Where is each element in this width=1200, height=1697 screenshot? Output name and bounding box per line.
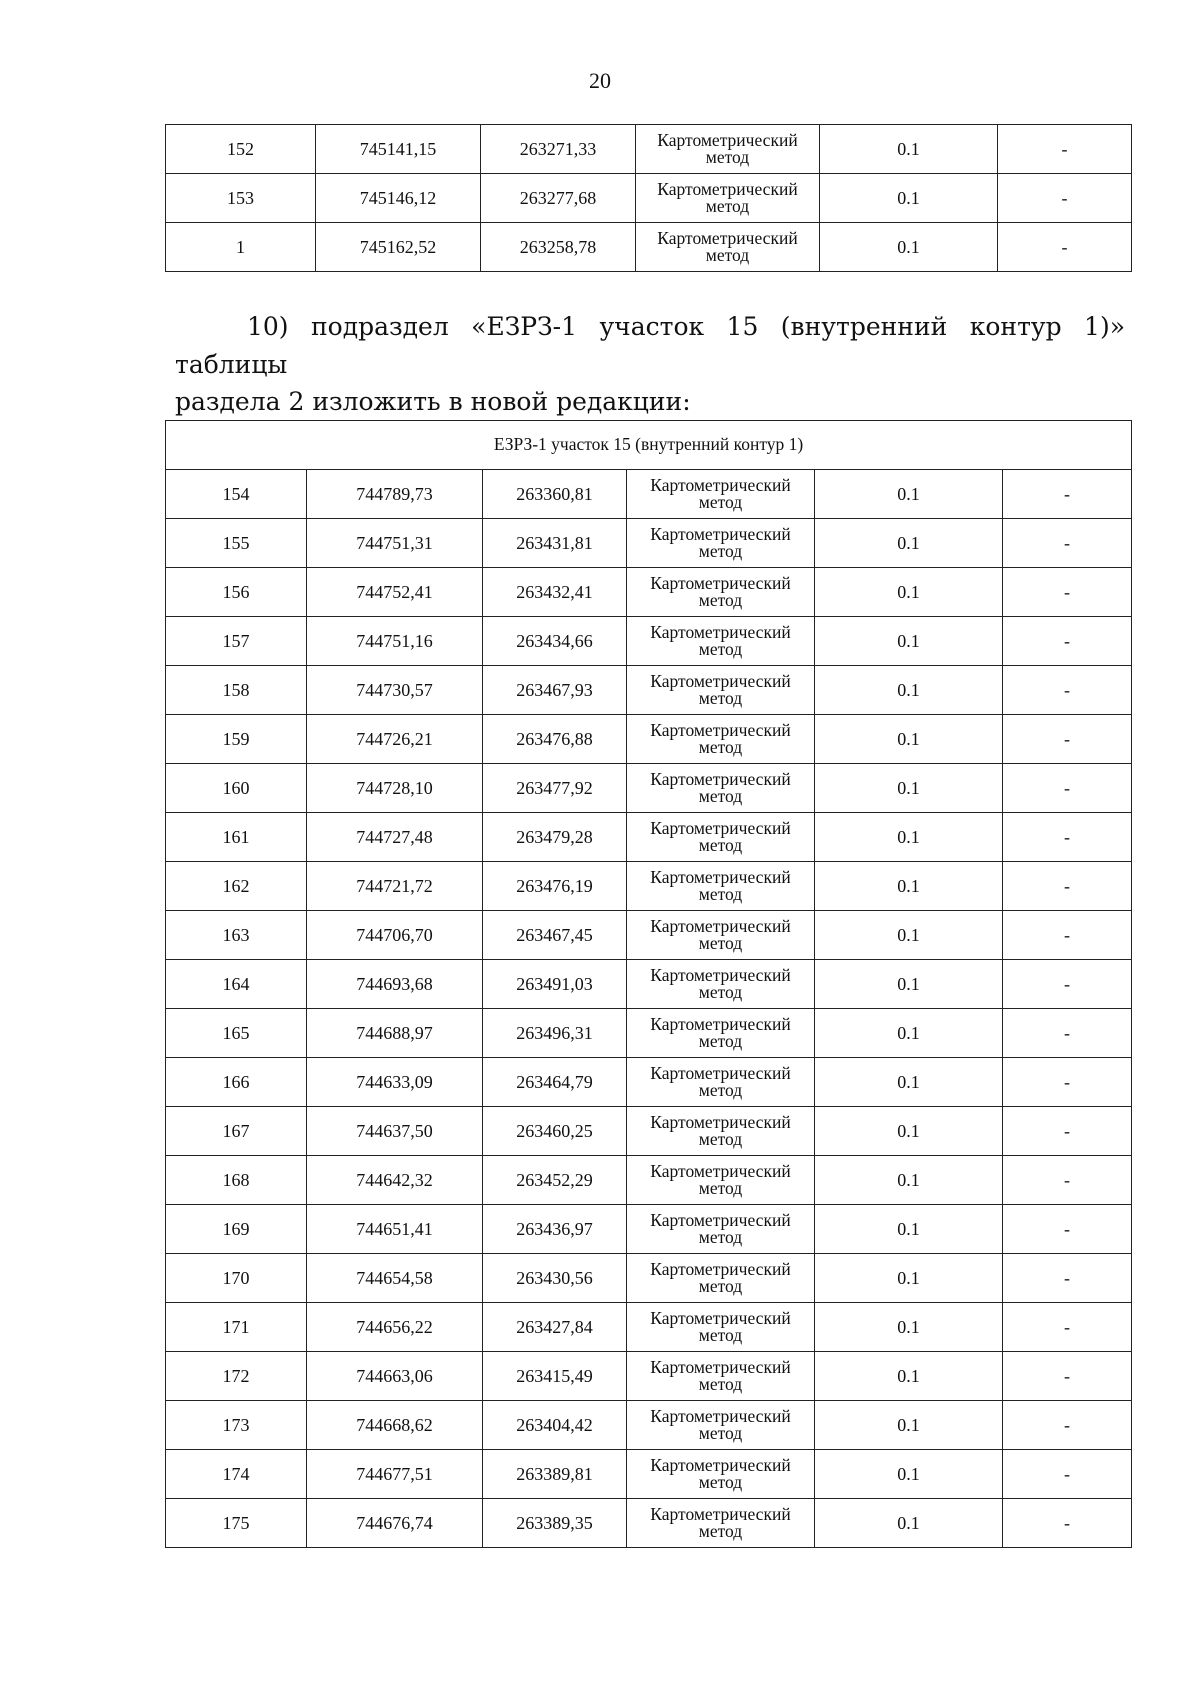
point-number-cell: 169 xyxy=(166,1205,307,1254)
table-row xyxy=(166,1254,1132,1303)
table-row xyxy=(166,1303,1132,1352)
note-cell: - xyxy=(1003,911,1132,960)
table-row xyxy=(166,1352,1132,1401)
note-cell: - xyxy=(1003,617,1132,666)
x-coordinate-cell: 744789,73 xyxy=(307,470,483,519)
point-number-cell: 165 xyxy=(166,1009,307,1058)
point-number-cell: 158 xyxy=(166,666,307,715)
table-row xyxy=(166,666,1132,715)
y-coordinate-cell: 263258,78 xyxy=(481,223,636,272)
y-coordinate-cell: 263389,81 xyxy=(483,1450,627,1499)
note-cell: - xyxy=(1003,1156,1132,1205)
note-cell: - xyxy=(998,223,1132,272)
x-coordinate-cell: 744663,06 xyxy=(307,1352,483,1401)
method-cell: Картометрический метод xyxy=(627,617,815,666)
y-coordinate-cell: 263427,84 xyxy=(483,1303,627,1352)
x-coordinate-cell: 744633,09 xyxy=(307,1058,483,1107)
point-number-cell: 167 xyxy=(166,1107,307,1156)
y-coordinate-cell: 263431,81 xyxy=(483,519,627,568)
paragraph-line-2: раздела 2 изложить в новой редакции: xyxy=(175,387,691,416)
method-cell: Картометрический метод xyxy=(627,666,815,715)
method-cell: Картометрический метод xyxy=(627,862,815,911)
y-coordinate-cell: 263389,35 xyxy=(483,1499,627,1548)
accuracy-cell: 0.1 xyxy=(815,1009,1003,1058)
table-row xyxy=(166,1450,1132,1499)
y-coordinate-cell: 263477,92 xyxy=(483,764,627,813)
x-coordinate-cell: 744751,31 xyxy=(307,519,483,568)
amendment-paragraph xyxy=(175,308,1125,421)
accuracy-cell: 0.1 xyxy=(815,617,1003,666)
y-coordinate-cell: 263415,49 xyxy=(483,1352,627,1401)
accuracy-cell: 0.1 xyxy=(815,1450,1003,1499)
point-number-cell: 155 xyxy=(166,519,307,568)
y-coordinate-cell: 263467,45 xyxy=(483,911,627,960)
table-row xyxy=(166,715,1132,764)
y-coordinate-cell: 263491,03 xyxy=(483,960,627,1009)
note-cell: - xyxy=(1003,519,1132,568)
accuracy-cell: 0.1 xyxy=(815,862,1003,911)
y-coordinate-cell: 263404,42 xyxy=(483,1401,627,1450)
accuracy-cell: 0.1 xyxy=(815,813,1003,862)
table-row xyxy=(166,960,1132,1009)
table-row xyxy=(166,1058,1132,1107)
method-cell: Картометрический метод xyxy=(627,470,815,519)
note-cell: - xyxy=(1003,470,1132,519)
table-row xyxy=(166,1205,1132,1254)
accuracy-cell: 0.1 xyxy=(815,568,1003,617)
coordinates-table-body xyxy=(166,125,1132,272)
note-cell: - xyxy=(1003,1401,1132,1450)
x-coordinate-cell: 744726,21 xyxy=(307,715,483,764)
method-cell: Картометрический метод xyxy=(627,715,815,764)
point-number-cell: 154 xyxy=(166,470,307,519)
point-number-cell: 173 xyxy=(166,1401,307,1450)
note-cell: - xyxy=(1003,862,1132,911)
note-cell: - xyxy=(1003,1499,1132,1548)
accuracy-cell: 0.1 xyxy=(815,1205,1003,1254)
x-coordinate-cell: 745162,52 xyxy=(316,223,481,272)
table-row xyxy=(166,174,1132,223)
point-number-cell: 157 xyxy=(166,617,307,666)
accuracy-cell: 0.1 xyxy=(815,1303,1003,1352)
note-cell: - xyxy=(1003,568,1132,617)
method-cell: Картометрический метод xyxy=(636,125,820,174)
table-row xyxy=(166,1107,1132,1156)
point-number-cell: 152 xyxy=(166,125,316,174)
note-cell: - xyxy=(1003,1352,1132,1401)
point-number-cell: 153 xyxy=(166,174,316,223)
x-coordinate-cell: 744654,58 xyxy=(307,1254,483,1303)
accuracy-cell: 0.1 xyxy=(815,519,1003,568)
y-coordinate-cell: 263479,28 xyxy=(483,813,627,862)
x-coordinate-cell: 744651,41 xyxy=(307,1205,483,1254)
method-cell: Картометрический метод xyxy=(627,1303,815,1352)
note-cell: - xyxy=(1003,1107,1132,1156)
table-row xyxy=(166,862,1132,911)
y-coordinate-cell: 263476,88 xyxy=(483,715,627,764)
y-coordinate-cell: 263460,25 xyxy=(483,1107,627,1156)
x-coordinate-cell: 744642,32 xyxy=(307,1156,483,1205)
section-table-body xyxy=(166,421,1132,1548)
x-coordinate-cell: 744668,62 xyxy=(307,1401,483,1450)
note-cell: - xyxy=(1003,1058,1132,1107)
method-cell: Картометрический метод xyxy=(627,960,815,1009)
method-cell: Картометрический метод xyxy=(627,1352,815,1401)
accuracy-cell: 0.1 xyxy=(815,1156,1003,1205)
x-coordinate-cell: 744752,41 xyxy=(307,568,483,617)
point-number-cell: 156 xyxy=(166,568,307,617)
accuracy-cell: 0.1 xyxy=(815,960,1003,1009)
method-cell: Картометрический метод xyxy=(627,1009,815,1058)
y-coordinate-cell: 263277,68 xyxy=(481,174,636,223)
x-coordinate-cell: 744676,74 xyxy=(307,1499,483,1548)
accuracy-cell: 0.1 xyxy=(815,666,1003,715)
method-cell: Картометрический метод xyxy=(636,223,820,272)
method-cell: Картометрический метод xyxy=(627,568,815,617)
y-coordinate-cell: 263434,66 xyxy=(483,617,627,666)
method-cell: Картометрический метод xyxy=(627,1156,815,1205)
point-number-cell: 161 xyxy=(166,813,307,862)
page-number: 20 xyxy=(589,68,611,93)
accuracy-cell: 0.1 xyxy=(820,223,998,272)
table-row xyxy=(166,617,1132,666)
method-cell: Картометрический метод xyxy=(627,1401,815,1450)
method-cell: Картометрический метод xyxy=(627,764,815,813)
method-cell: Картометрический метод xyxy=(627,813,815,862)
point-number-cell: 174 xyxy=(166,1450,307,1499)
point-number-cell: 168 xyxy=(166,1156,307,1205)
method-cell: Картометрический метод xyxy=(627,1058,815,1107)
y-coordinate-cell: 263271,33 xyxy=(481,125,636,174)
y-coordinate-cell: 263432,41 xyxy=(483,568,627,617)
coordinates-table-continued xyxy=(165,124,1132,272)
x-coordinate-cell: 744677,51 xyxy=(307,1450,483,1499)
method-cell: Картометрический метод xyxy=(636,174,820,223)
x-coordinate-cell: 745141,15 xyxy=(316,125,481,174)
table-row xyxy=(166,813,1132,862)
note-cell: - xyxy=(1003,1450,1132,1499)
point-number-cell: 159 xyxy=(166,715,307,764)
accuracy-cell: 0.1 xyxy=(815,1107,1003,1156)
point-number-cell: 1 xyxy=(166,223,316,272)
point-number-cell: 166 xyxy=(166,1058,307,1107)
accuracy-cell: 0.1 xyxy=(815,1058,1003,1107)
point-number-cell: 164 xyxy=(166,960,307,1009)
x-coordinate-cell: 744728,10 xyxy=(307,764,483,813)
paragraph-line-1: 10) подраздел «ЕЗРЗ-1 участок 15 (внутренний контур 1)» таблицы xyxy=(175,312,1125,379)
y-coordinate-cell: 263467,93 xyxy=(483,666,627,715)
accuracy-cell: 0.1 xyxy=(815,1401,1003,1450)
y-coordinate-cell: 263430,56 xyxy=(483,1254,627,1303)
x-coordinate-cell: 744727,48 xyxy=(307,813,483,862)
note-cell: - xyxy=(1003,1205,1132,1254)
x-coordinate-cell: 744751,16 xyxy=(307,617,483,666)
note-cell: - xyxy=(998,125,1132,174)
table-row xyxy=(166,1499,1132,1548)
point-number-cell: 175 xyxy=(166,1499,307,1548)
table-row xyxy=(166,125,1132,174)
note-cell: - xyxy=(1003,764,1132,813)
accuracy-cell: 0.1 xyxy=(815,715,1003,764)
note-cell: - xyxy=(1003,1303,1132,1352)
y-coordinate-cell: 263496,31 xyxy=(483,1009,627,1058)
accuracy-cell: 0.1 xyxy=(815,911,1003,960)
accuracy-cell: 0.1 xyxy=(820,174,998,223)
method-cell: Картометрический метод xyxy=(627,1205,815,1254)
table-row xyxy=(166,764,1132,813)
point-number-cell: 170 xyxy=(166,1254,307,1303)
y-coordinate-cell: 263452,29 xyxy=(483,1156,627,1205)
point-number-cell: 162 xyxy=(166,862,307,911)
x-coordinate-cell: 744721,72 xyxy=(307,862,483,911)
note-cell: - xyxy=(1003,1009,1132,1058)
accuracy-cell: 0.1 xyxy=(815,470,1003,519)
table-row xyxy=(166,911,1132,960)
x-coordinate-cell: 745146,12 xyxy=(316,174,481,223)
accuracy-cell: 0.1 xyxy=(815,1499,1003,1548)
x-coordinate-cell: 744693,68 xyxy=(307,960,483,1009)
accuracy-cell: 0.1 xyxy=(815,764,1003,813)
note-cell: - xyxy=(1003,1254,1132,1303)
method-cell: Картометрический метод xyxy=(627,1499,815,1548)
section-title-row xyxy=(166,421,1132,470)
accuracy-cell: 0.1 xyxy=(820,125,998,174)
note-cell: - xyxy=(998,174,1132,223)
section-coordinates-table xyxy=(165,420,1132,1548)
x-coordinate-cell: 744637,50 xyxy=(307,1107,483,1156)
method-cell: Картометрический метод xyxy=(627,911,815,960)
note-cell: - xyxy=(1003,715,1132,764)
accuracy-cell: 0.1 xyxy=(815,1254,1003,1303)
y-coordinate-cell: 263436,97 xyxy=(483,1205,627,1254)
method-cell: Картометрический метод xyxy=(627,519,815,568)
x-coordinate-cell: 744706,70 xyxy=(307,911,483,960)
section-title: ЕЗРЗ-1 участок 15 (внутренний контур 1) xyxy=(166,421,1132,470)
accuracy-cell: 0.1 xyxy=(815,1352,1003,1401)
table-row xyxy=(166,1156,1132,1205)
y-coordinate-cell: 263476,19 xyxy=(483,862,627,911)
table-row xyxy=(166,223,1132,272)
table-row xyxy=(166,1401,1132,1450)
y-coordinate-cell: 263464,79 xyxy=(483,1058,627,1107)
x-coordinate-cell: 744688,97 xyxy=(307,1009,483,1058)
point-number-cell: 163 xyxy=(166,911,307,960)
x-coordinate-cell: 744656,22 xyxy=(307,1303,483,1352)
point-number-cell: 172 xyxy=(166,1352,307,1401)
method-cell: Картометрический метод xyxy=(627,1107,815,1156)
table-row xyxy=(166,470,1132,519)
note-cell: - xyxy=(1003,960,1132,1009)
note-cell: - xyxy=(1003,813,1132,862)
note-cell: - xyxy=(1003,666,1132,715)
table-row xyxy=(166,519,1132,568)
point-number-cell: 171 xyxy=(166,1303,307,1352)
method-cell: Картометрический метод xyxy=(627,1254,815,1303)
x-coordinate-cell: 744730,57 xyxy=(307,666,483,715)
point-number-cell: 160 xyxy=(166,764,307,813)
method-cell: Картометрический метод xyxy=(627,1450,815,1499)
y-coordinate-cell: 263360,81 xyxy=(483,470,627,519)
table-row xyxy=(166,568,1132,617)
table-row xyxy=(166,1009,1132,1058)
